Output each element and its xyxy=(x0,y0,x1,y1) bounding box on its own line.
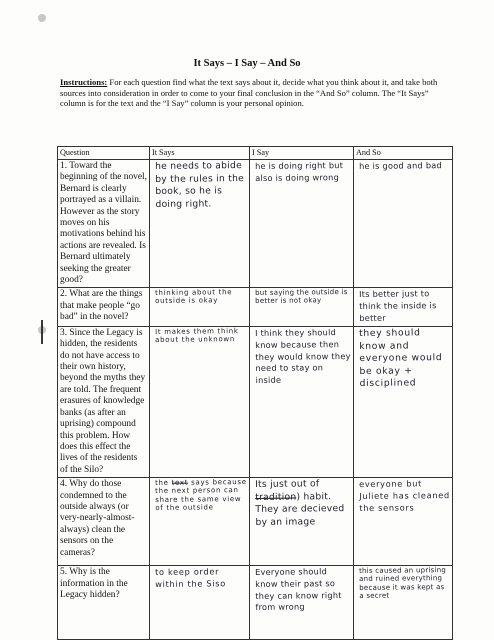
i-say-answer xyxy=(252,478,352,529)
table-row xyxy=(58,160,453,288)
it-says-answer: thinking about the outside is okay xyxy=(154,288,233,306)
instructions-text: For each question find what the text says about it, decide what you think about it, and take both sources into consideration in order to come to your final conclusion in the “And So” column. The “It Says” column is for the text and the “I Say” column is your personal opinion. xyxy=(60,77,438,108)
it-says-answer: to keep order within the Siso xyxy=(154,566,226,589)
i-say-cell xyxy=(250,478,354,566)
table-header-row xyxy=(58,147,453,160)
header-i-say: I Say xyxy=(250,147,354,160)
table-row xyxy=(58,288,453,326)
and-so-answer: everyone but Juliete has cleaned the sensors xyxy=(358,478,450,513)
header-it-says: It Says xyxy=(150,147,250,160)
worksheet-title: It Says – I Say – And So xyxy=(193,58,301,69)
i-say-prefix: Its just out of xyxy=(254,478,320,491)
i-say-cell xyxy=(250,160,354,288)
it-says-prefix: the xyxy=(154,478,172,488)
header-question: Question xyxy=(58,147,150,160)
and-so-answer: they should know and everyone would be okay + disciplined xyxy=(358,327,443,390)
i-say-answer: but saying the outside is better is not okay xyxy=(254,288,348,306)
it-says-cell xyxy=(150,288,250,326)
instructions-label: Instructions: xyxy=(60,77,108,87)
and-so-cell xyxy=(354,288,453,326)
table-row xyxy=(58,566,453,640)
header-and-so: And So xyxy=(354,147,453,160)
and-so-answer: Its better just to think the inside is better xyxy=(358,288,437,324)
it-says-cell xyxy=(150,478,250,566)
it-says-answer xyxy=(152,478,247,513)
question-cell: 2. What are the things that make people “go bad” in the novel? xyxy=(58,288,150,326)
table-row xyxy=(58,326,453,477)
and-so-cell xyxy=(354,160,453,288)
and-so-answer: he is good and bad xyxy=(358,160,443,171)
i-say-cell xyxy=(250,288,354,326)
and-so-cell xyxy=(354,566,453,640)
scan-mark xyxy=(41,320,43,344)
struck-word: tradition xyxy=(255,491,297,503)
and-so-answer: this caused an uprising and ruined everything because it was kept as a secret xyxy=(358,566,447,601)
instructions xyxy=(60,77,452,109)
i-say-rest: ) habit. They are decieved by an image xyxy=(255,490,345,528)
struck-word: text xyxy=(171,478,189,487)
question-cell: 3. Since the Legacy is hidden, the residents do not have access to their own history, beyond the myths they are told. The frequent erasures of knowledge banks (as after an uprising) compound this problem. How does this effect the lives of the residents of the Silo? xyxy=(58,326,150,477)
i-say-cell xyxy=(250,566,354,640)
it-says-cell xyxy=(150,160,250,288)
and-so-cell xyxy=(354,326,453,477)
it-says-rest: says because the next person can share the same view of the outside xyxy=(155,478,247,513)
it-says-answer: he needs to abide by the rules in the book, so he is doing right. xyxy=(154,160,245,210)
i-say-answer: Everyone should know their past so they can know right from wrong xyxy=(254,566,342,613)
it-says-cell xyxy=(150,566,250,640)
question-cell: 1. Toward the beginning of the novel, Bernard is clearly portrayed as a villain. However as the story moves on his motivations behind his actions are revealed. Is Bernard ultimately seeking the greater good? xyxy=(58,160,150,288)
table-row xyxy=(58,478,453,566)
question-cell: 5. Why is the information in the Legacy hidden? xyxy=(58,566,150,640)
worksheet-table xyxy=(57,146,453,640)
and-so-cell xyxy=(354,478,453,566)
i-say-answer: I think they should know because then they would know they need to stay on inside xyxy=(254,326,351,386)
question-cell: 4. Why do those condemned to the outside always (or very-nearly-almost-always) clean the sensors on the cameras? xyxy=(58,478,150,566)
it-says-answer: It makes them think about the unknown xyxy=(154,326,239,345)
binder-hole-top xyxy=(38,14,46,22)
i-say-cell xyxy=(250,326,354,477)
i-say-answer: he is doing right but also is doing wrong xyxy=(254,160,344,183)
it-says-cell xyxy=(150,326,250,477)
